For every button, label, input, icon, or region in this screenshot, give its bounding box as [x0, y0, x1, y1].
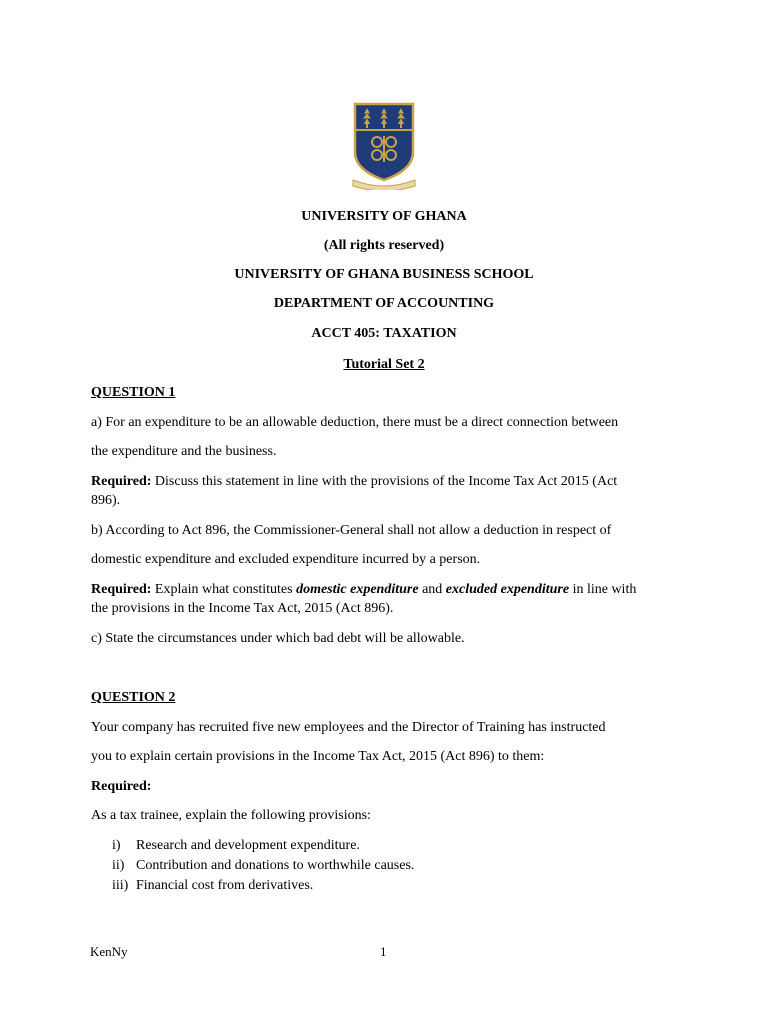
- q1-b-line-1: b) According to Act 896, the Commissioner-General shall not allow a deduction in respect of: [91, 523, 612, 538]
- q2-line-1: Your company has recruited five new employees and the Director of Training has instructed: [91, 720, 606, 735]
- q1-b-line-2: domestic expenditure and excluded expenditure incurred by a person.: [91, 552, 481, 567]
- required-text-and: and: [422, 582, 443, 597]
- q1-required-1: [91, 473, 691, 491]
- rights-line: (All rights reserved): [323, 238, 445, 253]
- university-title: UNIVERSITY OF GHANA: [301, 209, 467, 224]
- tutorial-set-title: Tutorial Set 2: [343, 357, 425, 372]
- list-item: [112, 856, 414, 876]
- q2-intro: As a tax trainee, explain the following provisions:: [91, 808, 371, 823]
- required-text: Discuss this statement in line with the provisions of the Income Tax Act 2015 (Act: [154, 474, 618, 489]
- list-item-number: i): [112, 838, 121, 853]
- list-item-text: Research and development expenditure.: [136, 838, 360, 853]
- list-item-text: Financial cost from derivatives.: [136, 878, 314, 893]
- term-excluded-expenditure: excluded expenditure: [445, 582, 570, 597]
- required-text-pre: Explain what constitutes: [154, 582, 293, 597]
- q1-required-1-line-2: 896).: [91, 493, 121, 508]
- required-label: Required:: [91, 474, 152, 489]
- question-1-heading: QUESTION 1: [91, 385, 176, 400]
- provisions-list: [112, 836, 414, 896]
- required-label: Required:: [91, 582, 152, 597]
- page-number: 1: [380, 944, 387, 959]
- q2-line-2: you to explain certain provisions in the Income Tax Act, 2015 (Act 896) to them:: [91, 749, 545, 764]
- q1-a-line-2: the expenditure and the business.: [91, 444, 277, 459]
- list-item-number: ii): [112, 858, 125, 873]
- school-title: UNIVERSITY OF GHANA BUSINESS SCHOOL: [234, 267, 534, 282]
- university-crest-logo: [349, 100, 419, 190]
- list-item-text: Contribution and donations to worthwhile causes.: [136, 858, 415, 873]
- list-item: [112, 836, 414, 856]
- list-item-number: iii): [112, 878, 129, 893]
- footer-author: KenNy: [90, 944, 128, 959]
- required-text-post: in line with: [572, 582, 637, 597]
- q1-c-line: c) State the circumstances under which bad debt will be allowable.: [91, 631, 465, 646]
- course-title: ACCT 405: TAXATION: [311, 326, 457, 341]
- q1-required-2-line-2: the provisions in the Income Tax Act, 2015 (Act 896).: [91, 601, 394, 616]
- department-title: DEPARTMENT OF ACCOUNTING: [273, 296, 495, 311]
- list-item: [112, 876, 414, 896]
- q2-required-label: Required:: [91, 779, 152, 794]
- term-domestic-expenditure: domestic expenditure: [296, 582, 419, 597]
- q1-required-2: [91, 581, 711, 599]
- q1-a-line-1: a) For an expenditure to be an allowable deduction, there must be a direct connection between: [91, 415, 619, 430]
- question-2-heading: QUESTION 2: [91, 690, 176, 705]
